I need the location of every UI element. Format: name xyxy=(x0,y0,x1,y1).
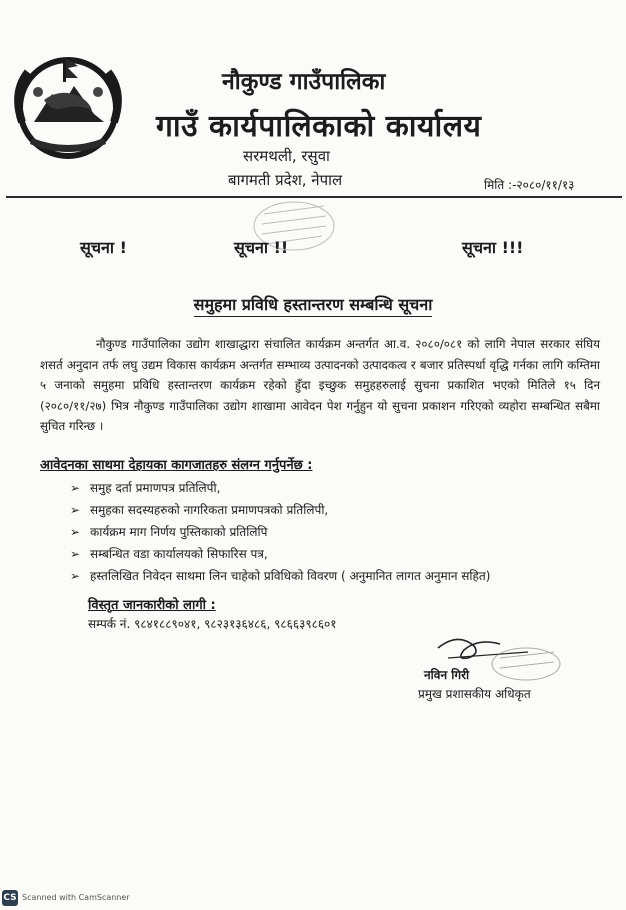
documents-list xyxy=(70,477,490,587)
notice-label-1: सूचना ! xyxy=(80,238,127,257)
documents-heading: आवेदनका साथमा देहायका कागजातहरु संलग्न गर्नुपर्नेछ : xyxy=(40,458,313,473)
arrow-bullet-icon: ➢ xyxy=(70,525,81,539)
address-line-1: सरमथली, रसुवा xyxy=(243,147,330,165)
list-item: ➢ समुहका सदस्यहरुको नागरिकता प्रमाणपत्रको प्रतिलिपी, xyxy=(70,499,490,521)
org-name: नौकुण्ड गाउँपालिका xyxy=(222,69,386,95)
arrow-bullet-icon: ➢ xyxy=(70,481,81,495)
arrow-bullet-icon: ➢ xyxy=(70,503,81,517)
nepal-emblem-icon xyxy=(8,52,128,160)
signatory-name: नविन गिरी xyxy=(424,668,470,682)
notice-title: समुहमा प्रविधि हस्तान्तरण सम्बन्धि सूचना xyxy=(194,295,433,317)
arrow-bullet-icon: ➢ xyxy=(70,569,81,583)
notice-label-2: सूचना !! xyxy=(234,238,289,257)
contact-numbers: सम्पर्क नं. ९८४१८८९०४१, ९८२३१३६४८६, ९८६६३९८६०१ xyxy=(88,617,337,631)
notice-label-3: सूचना !!! xyxy=(462,238,524,257)
signatory-role: प्रमुख प्रशासकीय अधिकृत xyxy=(418,687,531,701)
office-name: गाउँ कार्यपालिकाको कार्यालय xyxy=(156,109,482,144)
list-item: ➢ समुह दर्ता प्रमाणपत्र प्रतिलिपी, xyxy=(70,477,490,499)
notice-title-wrap xyxy=(0,293,626,315)
date-label: मिति :-२०८०/११/१३ xyxy=(484,178,575,192)
notice-body: नौकुण्ड गाउँपालिका उद्योग शाखाद्धारा संचालित कार्यक्रम अन्तर्गत आ.व. २०८०/०८१ को लागि नेपाल सरकार संघिय शसर्त अनुदान तर्फ लघु उद्यम विकास कार्यक्रम अन्तर्गत सम्भाव्य उत्पादनको उत्पादकत्व र बजार प्रतिस्पर्धा वृद्धि गर्नका लागि कम्तिमा ५ जनाको समुहमा प्रविधि हस्तान्तरण कार्यक्रम रहेको हुँदा इच्छुक समुहहरुलाई सुचना प्रकाशित भएको मितिले १५ दिन (२०८०/११/२७) भित्र नौकुण्ड गाउँपालिका उद्योग शाखामा आवेदन पेश गर्नुहुन यो सुचना प्रकाशन गरिएको व्यहोरा सम्बन्धित सबैमा सुचित गरिन्छ । xyxy=(40,337,600,433)
scanner-watermark: Scanned with CamScanner xyxy=(22,893,130,902)
address-line-2: बागमती प्रदेश, नेपाल xyxy=(228,171,343,189)
info-heading: विस्तृत जानकारीको लागी : xyxy=(88,598,216,613)
list-item: ➢ हस्तलिखित निवेदन साथमा लिन चाहेको प्रविधिको विवरण ( अनुमानित लागत अनुमान सहित) xyxy=(70,565,490,587)
list-item: ➢ कार्यक्रम माग निर्णय पुस्तिकाको प्रतिलिपि xyxy=(70,521,490,543)
arrow-bullet-icon: ➢ xyxy=(70,547,81,561)
list-item: ➢ सम्बन्धित वडा कार्यालयको सिफारिस पत्र, xyxy=(70,543,490,565)
camscanner-logo-icon: CS xyxy=(2,890,18,906)
